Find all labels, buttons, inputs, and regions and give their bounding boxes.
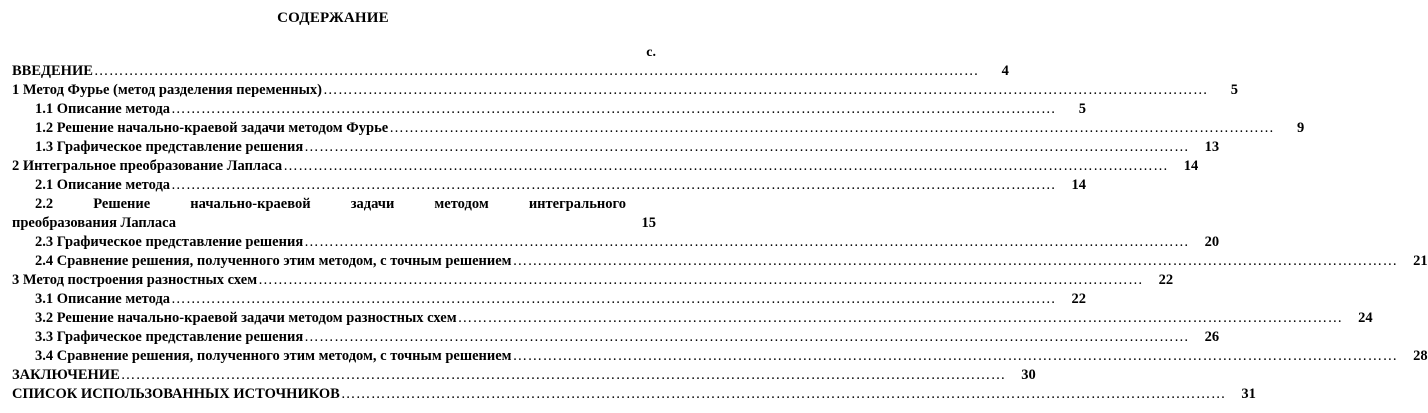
toc-entry-2-4[interactable] (12, 252, 1428, 271)
toc-entry-label: 2.4 Сравнение решения, полученного этим методом, с точным решением (35, 253, 512, 269)
toc-entry-label: 1.2 Решение начально-краевой задачи методом Фурье (35, 120, 389, 136)
toc-entry-references[interactable] (12, 385, 1256, 404)
toc-entry-2-1[interactable] (12, 176, 1087, 195)
toc-leader-dots: …………………………………………………………………………………………………………………………………………………………… (389, 120, 1275, 136)
toc-entry-page: 4 (1001, 63, 1009, 79)
toc-leader-dots: …………………………………………………………………………………………………………………………………………………………… (171, 177, 1057, 193)
toc-entry-page: 28 (1413, 348, 1428, 364)
toc-leader-dots: …………………………………………………………………………………………………………………………………………………………… (512, 253, 1398, 269)
toc-entry-chapter-1[interactable] (12, 81, 1239, 100)
page-title: СОДЕРЖАНИЕ (277, 10, 389, 26)
toc-entry-page: 13 (1204, 139, 1220, 155)
toc-entry-label: 3.4 Сравнение решения, полученного этим методом, с точным решением (35, 348, 512, 364)
toc-entry-introduction[interactable] (12, 62, 1009, 81)
toc-entry-3-3[interactable] (12, 328, 1220, 347)
toc-entry-page: 26 (1204, 329, 1220, 345)
toc-entry-label: 2.3 Графическое представление решения (35, 234, 304, 250)
toc-leader-dots: …………………………………………………………………………………………………………………………………………………………… (323, 82, 1209, 98)
toc-entry-label: 1.1 Описание метода (35, 101, 171, 117)
toc-entry-page: 20 (1204, 234, 1220, 250)
toc-leader-dots: …………………………………………………………………………………………………………………………………………………………… (283, 158, 1169, 174)
toc-entry-page: 31 (1241, 386, 1256, 402)
toc-entry-label: 3.3 Графическое представление решения (35, 329, 304, 345)
toc-entry-conclusion[interactable] (12, 366, 1036, 385)
toc-entry-page: 5 (1230, 82, 1239, 98)
toc-entry-page: 21 (1413, 253, 1428, 269)
toc-entry-label-line1: 2.2 Решение начально-краевой задачи методом интегрального (35, 196, 626, 212)
toc-leader-dots: …………………………………………………………………………………………………………………………………………………………… (304, 139, 1190, 155)
toc-leader-dots: …………………………………………………………………………………………………………………………………………………………… (304, 329, 1190, 345)
table-of-contents (12, 62, 1428, 404)
toc-entry-label: СПИСОК ИСПОЛЬЗОВАННЫХ ИСТОЧНИКОВ (12, 386, 340, 402)
toc-entry-page: 9 (1296, 120, 1305, 136)
toc-entry-label: 3.2 Решение начально-краевой задачи методом разностных схем (35, 310, 457, 326)
toc-leader-dots: …………………………………………………………………………………………………………………………………………………………… (171, 291, 1057, 307)
toc-entry-label: 3 Метод построения разностных схем (12, 272, 258, 288)
toc-entry-label: ЗАКЛЮЧЕНИЕ (12, 367, 120, 383)
toc-entry-1-1[interactable] (12, 100, 1087, 119)
toc-entry-label: ВВЕДЕНИЕ (12, 63, 93, 79)
toc-entry-page: 14 (1183, 158, 1199, 174)
toc-entry-page: 24 (1358, 310, 1373, 326)
toc-leader-dots: …………………………………………………………………………………………………………………………………………………………… (120, 367, 1006, 383)
toc-entry-label: 2 Интегральное преобразование Лапласа (12, 158, 283, 174)
toc-leader-dots: …………………………………………………………………………………………………………………………………………………………… (258, 272, 1144, 288)
toc-leader-dots: …………………………………………………………………………………………………………………………………………………………… (93, 63, 979, 79)
toc-entry-label-wrapped (12, 195, 626, 233)
toc-entry-2-3[interactable] (12, 233, 1220, 252)
toc-entry-page: 14 (1071, 177, 1087, 193)
toc-entry-3-1[interactable] (12, 290, 1087, 309)
toc-leader-dots: …………………………………………………………………………………………………………………………………………………………… (171, 101, 1057, 117)
toc-entry-2-2[interactable] (12, 195, 656, 233)
toc-entry-label: 1 Метод Фурье (метод разделения переменных) (12, 82, 323, 98)
toc-entry-chapter-2[interactable] (12, 157, 1199, 176)
toc-entry-page: 22 (1158, 272, 1174, 288)
toc-entry-label-line2: преобразования Лапласа (12, 215, 177, 231)
toc-entry-page: 30 (1021, 367, 1036, 383)
toc-leader-dots: …………………………………………………………………………………………………………………………………………………………… (340, 386, 1226, 402)
toc-leader-dots: …………………………………………………………………………………………………………………………………………………………… (457, 310, 1343, 326)
toc-entry-page: 22 (1071, 291, 1087, 307)
toc-entry-1-2[interactable] (12, 119, 1305, 138)
toc-entry-1-3[interactable] (12, 138, 1220, 157)
toc-leader-dots: …………………………………………………………………………………………………………………………………………………………… (304, 234, 1190, 250)
toc-entry-label: 3.1 Описание метода (35, 291, 171, 307)
toc-entry-chapter-3[interactable] (12, 271, 1174, 290)
toc-entry-3-2[interactable] (12, 309, 1373, 328)
toc-entry-page: 5 (1078, 101, 1087, 117)
toc-entry-3-4[interactable] (12, 347, 1428, 366)
toc-leader-dots: …………………………………………………………………………………………………………………………………………………………… (512, 348, 1398, 364)
page-column-header: с. (646, 45, 656, 60)
toc-entry-page: 15 (641, 215, 656, 231)
toc-entry-label: 2.1 Описание метода (35, 177, 171, 193)
toc-entry-label: 1.3 Графическое представление решения (35, 139, 304, 155)
